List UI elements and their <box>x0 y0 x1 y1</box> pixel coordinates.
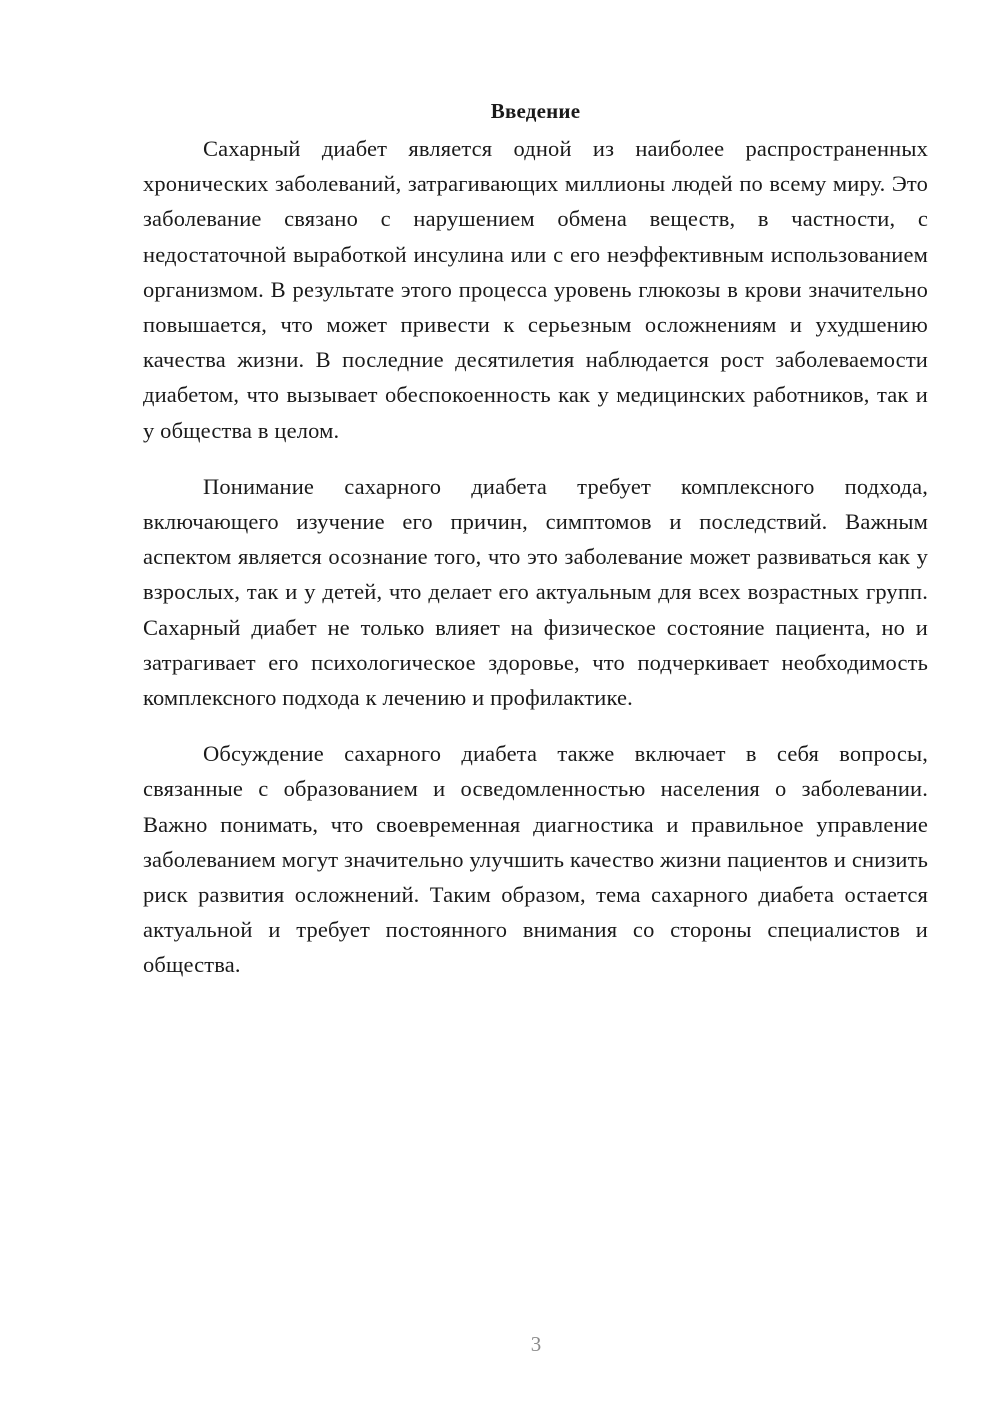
section-title: Введение <box>490 99 581 123</box>
paragraph-2: Понимание сахарного диабета требует комплексного подхода, включающего изучение его причин, симптомов и последствий. Важным аспектом является осознание того, что это заболевание может развиваться как у взрослых, так и у детей, что делает его актуальным для всех возрастных групп. Сахарный диабет не только влияет на физическое состояние пациента, но и затрагивает его психологическое здоровье, что подчеркивает необходимость комплексного подхода к лечению и профилактике. <box>143 473 928 711</box>
paragraph-1: Сахарный диабет является одной из наиболее распространенных хронических заболеваний, затрагивающих миллионы людей по всему миру. Это заболевание связано с нарушением обмена веществ, в частности, с недостаточной выработкой инсулина или с его неэффективным использованием организмом. В результате этого процесса уровень глюкозы в крови значительно повышается, что может привести к серьезным осложнениям и ухудшению качества жизни. В последние десятилетия наблюдается рост заболеваемости диабетом, что вызывает обеспокоенность как у медицинских работников, так и у общества в целом. <box>143 136 928 443</box>
page-content <box>143 96 928 1004</box>
page-number: 3 <box>530 1332 542 1356</box>
paragraph-3: Обсуждение сахарного диабета также включает в себя вопросы, связанные с образованием и осведомленностью населения о заболевании. Важно понимать, что своевременная диагностика и правильное управление заболеванием могут значительно улучшить качество жизни пациентов и снизить риск развития осложнений. Таким образом, тема сахарного диабета остается актуальной и требует постоянного внимания со стороны специалистов и общества. <box>143 741 928 978</box>
